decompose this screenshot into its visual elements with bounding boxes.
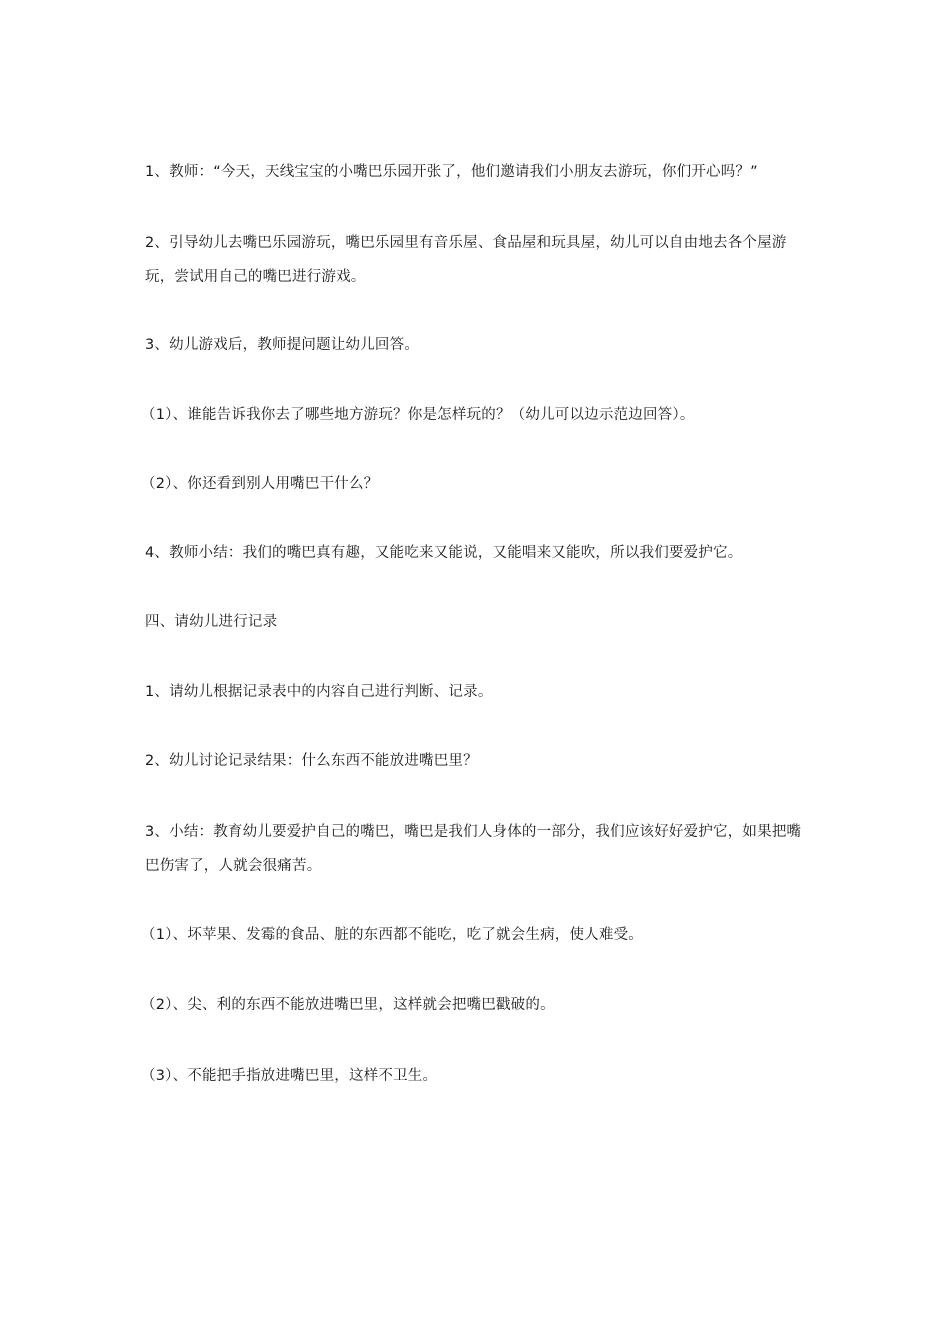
paragraph-3: 3、幼儿游戏后，教师提问题让幼儿回答。 xyxy=(145,337,420,353)
paragraph-9: 2、幼儿讨论记录结果：什么东西不能放进嘴巴里？ xyxy=(145,753,478,769)
paragraph-10: 3、小结：教育幼儿要爱护自己的嘴巴，嘴巴是我们人身体的一部分，我们应该好好爱护它，如果把嘴巴伤害了，人就会很痛苦。 xyxy=(145,824,802,874)
paragraph-11: （1）、坏苹果、发霉的食品、脏的东西都不能吃，吃了就会生病，使人难受。 xyxy=(141,927,643,943)
paragraph-12: （2）、尖、利的东西不能放进嘴巴里，这样就会把嘴巴戳破的。 xyxy=(141,997,555,1013)
paragraph-13: （3）、不能把手指放进嘴巴里，这样不卫生。 xyxy=(141,1068,438,1084)
paragraph-8: 1、请幼儿根据记录表中的内容自己进行判断、记录。 xyxy=(145,684,493,700)
paragraph-2: 2、引导幼儿去嘴巴乐园游玩，嘴巴乐园里有音乐屋、食品屋和玩具屋，幼儿可以自由地去各个屋游玩，尝试用自己的嘴巴进行游戏。 xyxy=(145,235,787,285)
paragraph-4: （1）、谁能告诉我你去了哪些地方游玩？你是怎样玩的？（幼儿可以边示范边回答）。 xyxy=(141,407,695,423)
paragraph-6: 4、教师小结：我们的嘴巴真有趣，又能吃来又能说，又能唱来又能吹，所以我们要爱护它。 xyxy=(145,545,743,561)
section-heading: 四、请幼儿进行记录 xyxy=(145,614,278,630)
paragraph-5: （2）、你还看到别人用嘴巴干什么？ xyxy=(141,476,379,492)
paragraph-1: 1、教师：“今天，天线宝宝的小嘴巴乐园开张了，他们邀请我们小朋友去游玩，你们开心吗？” xyxy=(145,164,758,180)
